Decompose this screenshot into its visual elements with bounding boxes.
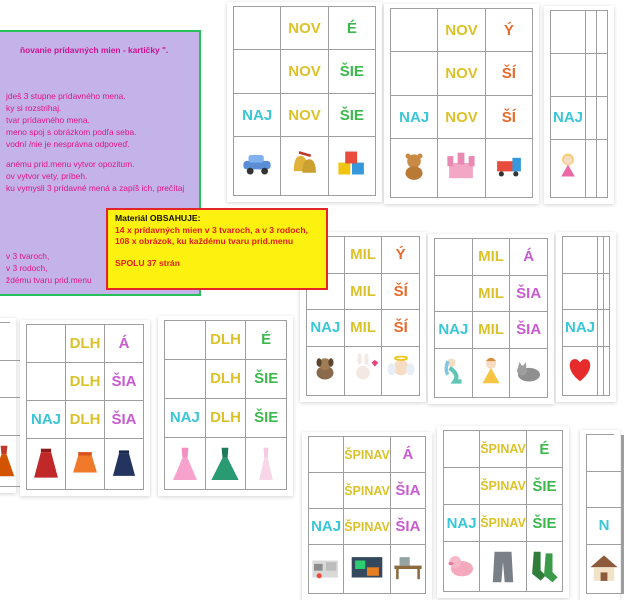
picture-cell: [329, 137, 376, 196]
card-grid: [586, 434, 614, 594]
material-contents-box: [106, 208, 328, 290]
ending-cell: ŠIA: [105, 401, 144, 439]
ending-cell: ŠIE: [329, 50, 376, 93]
card-spinav-neuter: [437, 426, 569, 598]
card-grid: [164, 320, 287, 490]
picture-cell: [281, 137, 328, 196]
muddy-socks-icon: [527, 550, 561, 584]
card-mil-neuter-partial: [556, 232, 616, 402]
picture-cell: [551, 140, 586, 198]
ending-cell: Ý: [382, 237, 420, 274]
ending-cell: É: [527, 431, 563, 468]
material-heading: Materiál OBSAHUJE:: [115, 213, 201, 223]
superlative-prefix-cell: [563, 237, 598, 274]
stem-cell: DLH: [66, 325, 105, 363]
card-grid: [562, 236, 610, 396]
picture-cell: [307, 347, 345, 396]
picture-cell: [105, 439, 144, 490]
card-mil-feminine: [428, 234, 554, 404]
ending-cell: É: [246, 321, 287, 360]
superlative-prefix-cell: [0, 361, 22, 399]
instruction-line: v 3 rodoch,: [6, 263, 48, 273]
superlative-prefix-cell: [0, 398, 22, 436]
navy-skirt-icon: [107, 447, 141, 481]
stem-cell: MIL: [345, 237, 383, 274]
messy-room-icon: [350, 552, 384, 586]
picture-cell: [563, 347, 598, 396]
picture-cell: [66, 439, 105, 490]
material-line-1: 14 x prídavných mien v 3 tvaroch, a v 3 rodoch,: [115, 224, 308, 235]
instruction-line: meno spoj s obrázkom podľa seba.: [6, 127, 137, 137]
green-gown-icon: [208, 446, 242, 480]
stem-cell: MIL: [345, 310, 383, 347]
picture-cell: [473, 349, 511, 398]
picture-cell: [345, 347, 383, 396]
heart-icon: [563, 354, 597, 388]
superlative-prefix-cell: [165, 360, 206, 399]
superlative-prefix-cell: [27, 325, 66, 363]
picture-cell: [486, 139, 533, 198]
ending-cell: ŠIE: [246, 360, 287, 399]
ending-cell: [597, 54, 608, 97]
ending-cell: Á: [391, 437, 426, 473]
superlative-prefix-cell: NAJ: [435, 312, 473, 349]
card-nov-neuter: [227, 2, 382, 202]
superlative-prefix-cell: [27, 363, 66, 401]
stem-cell: DLH: [66, 363, 105, 401]
picture-cell: [27, 439, 66, 490]
stem-cell: MIL: [345, 274, 383, 311]
picture-cell: [344, 545, 391, 594]
stem-cell: ŠPINAV: [344, 509, 391, 545]
picture-cell: [480, 542, 527, 592]
picture-cell: [435, 349, 473, 398]
superlative-prefix-cell: [444, 431, 480, 468]
stem-cell: ŠPINAV: [480, 505, 527, 542]
superlative-prefix-cell: N: [587, 508, 622, 545]
toy-train-icon: [492, 151, 526, 185]
superlative-prefix-cell: [309, 473, 344, 509]
toy-car-icon: [240, 149, 274, 183]
superlative-prefix-cell: [563, 274, 598, 311]
stem-cell: ŠPINAV: [344, 437, 391, 473]
superlative-prefix-cell: [587, 435, 622, 472]
picture-cell: [309, 545, 344, 594]
superlative-prefix-cell: NAJ: [234, 94, 281, 137]
bells-icon: [287, 149, 321, 183]
ending-cell: ŠIE: [329, 94, 376, 137]
bunny-icon: [346, 354, 380, 388]
card-grid: [233, 6, 376, 196]
ending-cell: ŠIA: [391, 509, 426, 545]
picture-cell: [391, 139, 438, 198]
card-grid: [443, 430, 563, 592]
picture-cell: [0, 436, 22, 487]
ending-cell: Ý: [486, 9, 533, 52]
ending-cell: [604, 237, 610, 274]
picture-cell: [604, 347, 610, 396]
card-nov-partial: [544, 6, 614, 204]
superlative-prefix-cell: [234, 7, 281, 50]
instruction-line: [6, 150, 184, 158]
instruction-line: ov vytvor vety, príbeh.: [6, 171, 88, 181]
card-dlh-feminine: [20, 320, 150, 496]
ending-cell: ŠÍ: [486, 52, 533, 95]
picture-cell: [587, 545, 622, 594]
angel-icon: [384, 354, 418, 388]
superlative-prefix-cell: [587, 472, 622, 509]
stem-cell: NOV: [438, 9, 485, 52]
stem-cell: [586, 97, 597, 140]
picture-cell: [206, 438, 247, 490]
picture-cell: [444, 542, 480, 592]
superlative-prefix-cell: NAJ: [391, 96, 438, 139]
picture-cell: [391, 545, 426, 594]
card-dlh-neuter: [158, 316, 293, 496]
castle-icon: [444, 151, 478, 185]
ending-cell: [597, 11, 608, 54]
ending-cell: ŠÍ: [486, 96, 533, 139]
pink-gown-icon: [168, 446, 202, 480]
dress-icon: [0, 444, 21, 478]
stem-cell: ŠPINAV: [344, 473, 391, 509]
superlative-prefix-cell: [444, 468, 480, 505]
piglet-icon: [445, 550, 479, 584]
material-line-2: 108 x obrázok, ku každému tvaru prid.menu: [115, 236, 294, 247]
picture-cell: [438, 139, 485, 198]
superlative-prefix-cell: [435, 276, 473, 313]
stem-cell: NOV: [438, 96, 485, 139]
instruction-line: vodní /nie je nesprávna odpoveď.: [6, 139, 130, 149]
superlative-prefix-cell: NAJ: [165, 399, 206, 438]
house-icon: [587, 552, 621, 586]
stem-cell: MIL: [473, 276, 511, 313]
ending-cell: ŠIA: [510, 276, 548, 313]
stem-cell: NOV: [281, 94, 328, 137]
stem-cell: MIL: [473, 239, 511, 276]
superlative-prefix-cell: [391, 52, 438, 95]
stem-cell: NOV: [438, 52, 485, 95]
picture-cell: [234, 137, 281, 196]
superlative-prefix-cell: NAJ: [551, 97, 586, 140]
picture-cell: [510, 349, 548, 398]
ending-cell: ŠIA: [510, 312, 548, 349]
picture-cell: [246, 438, 287, 490]
superlative-prefix-cell: NAJ: [27, 401, 66, 439]
instruction-line: jdeš 3 stupne prídavného mena.: [6, 91, 126, 101]
superlative-prefix-cell: NAJ: [563, 310, 598, 347]
ending-cell: ŠIE: [527, 505, 563, 542]
stem-cell: DLH: [206, 399, 247, 438]
stem-cell: [586, 11, 597, 54]
stem-cell: [586, 54, 597, 97]
picture-cell: [382, 347, 420, 396]
superlative-prefix-cell: NAJ: [444, 505, 480, 542]
instructions-lines-2: [6, 250, 92, 286]
material-total: SPOLU 37 strán: [115, 257, 180, 268]
abc-blocks-icon: [335, 149, 369, 183]
ending-cell: ŠIE: [246, 399, 287, 438]
instruction-line: tvar prídavného mena.: [6, 115, 90, 125]
picture-cell: [586, 140, 597, 198]
ending-cell: [604, 274, 610, 311]
kitten-icon: [512, 356, 546, 390]
picture-cell: [165, 438, 206, 490]
superlative-prefix-cell: [309, 437, 344, 473]
stem-cell: DLH: [66, 401, 105, 439]
red-skirt-icon: [29, 447, 63, 481]
instruction-line: v 3 tvaroch,: [6, 251, 50, 261]
stem-cell: NOV: [281, 7, 328, 50]
card-spinav-feminine: [302, 432, 432, 600]
instruction-line: ždému tvaru prid.menu: [6, 275, 92, 285]
card-grid: [390, 8, 533, 198]
instruction-line: ku vymysli 3 prídavné mená a zapíš ich, prečítaj: [6, 183, 185, 193]
card-grid: [308, 436, 426, 594]
messy-kitchen-icon: [309, 552, 343, 586]
ending-cell: ŠIA: [105, 363, 144, 401]
ending-cell: É: [329, 7, 376, 50]
superlative-prefix-cell: [165, 321, 206, 360]
stem-cell: NOV: [281, 50, 328, 93]
card-grid: [26, 324, 144, 490]
ending-cell: Á: [510, 239, 548, 276]
superlative-prefix-cell: [435, 239, 473, 276]
superlative-prefix-cell: [551, 54, 586, 97]
instructions-lines: [6, 90, 184, 194]
teddy-bear-icon: [397, 151, 431, 185]
superlative-prefix-cell: [551, 11, 586, 54]
card-spinav-partial: [580, 430, 620, 600]
card-grid: [550, 10, 608, 198]
puppy-icon: [308, 354, 342, 388]
card-left-edge-partial: [0, 318, 16, 493]
ending-cell: ŠIA: [391, 473, 426, 509]
superlative-prefix-cell: NAJ: [309, 509, 344, 545]
ending-cell: [604, 310, 610, 347]
doll-icon: [551, 151, 585, 185]
pale-gown-icon: [249, 446, 283, 480]
stem-cell: ŠPINAV: [480, 431, 527, 468]
orange-skirt-icon: [68, 447, 102, 481]
picture-cell: [527, 542, 563, 592]
ending-cell: [597, 97, 608, 140]
superlative-prefix-cell: [391, 9, 438, 52]
stem-cell: MIL: [473, 312, 511, 349]
ending-cell: ŠÍ: [382, 274, 420, 311]
instructions-title: ňovanie prídavných mien - kartičky ".: [20, 45, 169, 55]
ending-cell: Á: [105, 325, 144, 363]
superlative-prefix-cell: NAJ: [307, 310, 345, 347]
card-grid: [434, 238, 548, 398]
stem-cell: DLH: [206, 360, 247, 399]
picture-cell: [597, 140, 608, 198]
stem-cell: DLH: [206, 321, 247, 360]
ending-cell: ŠÍ: [382, 310, 420, 347]
princess-icon: [474, 356, 508, 390]
card-grid: [0, 322, 10, 487]
instruction-line: ky si rozstrihaj.: [6, 103, 62, 113]
dirty-pants-icon: [486, 550, 520, 584]
cluttered-desk-icon: [391, 552, 425, 586]
card-nov-masculine: [384, 4, 539, 204]
mermaid-icon: [436, 356, 470, 390]
ending-cell: ŠIE: [527, 468, 563, 505]
superlative-prefix-cell: [234, 50, 281, 93]
instruction-line: anému prid.menu vytvor opozitum.: [6, 159, 135, 169]
stem-cell: ŠPINAV: [480, 468, 527, 505]
superlative-prefix-cell: [0, 323, 22, 361]
